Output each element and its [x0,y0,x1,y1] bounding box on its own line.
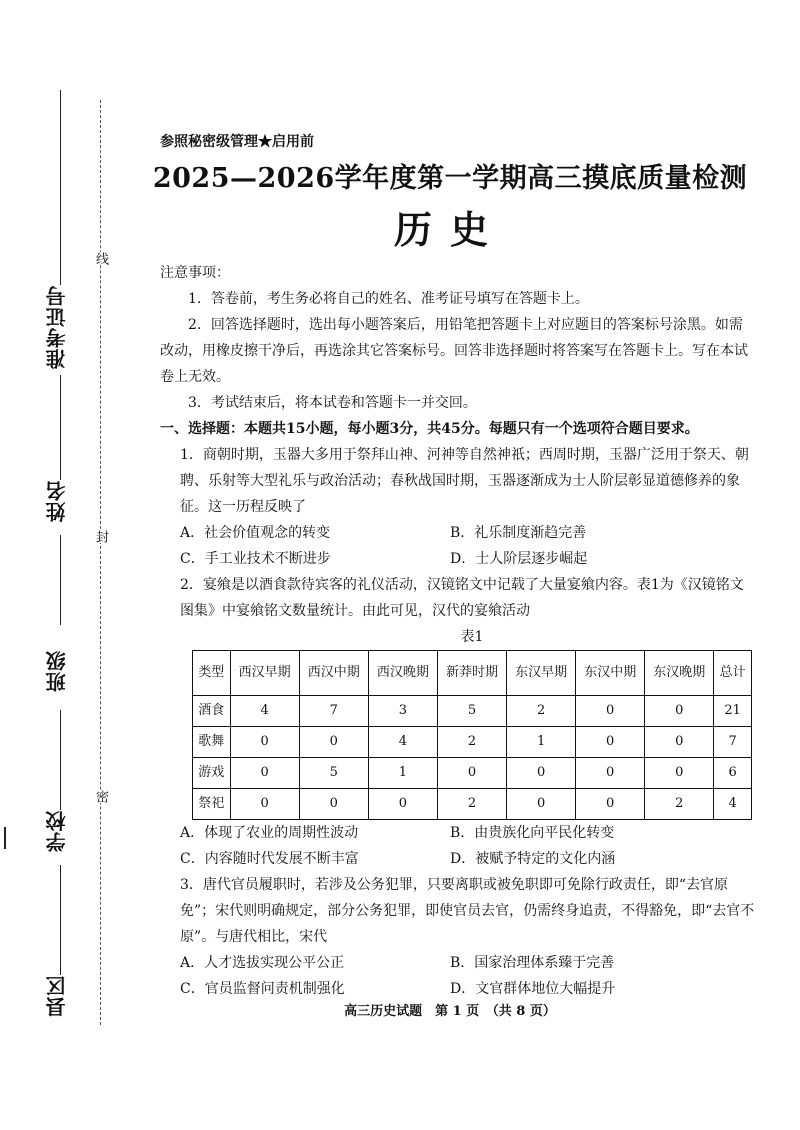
question-stem: 2．宴飨是以酒食款待宾客的礼仪活动，汉镜铭文中记载了大量宴飨内容。表1为《汉镜铭文图集》中宴飨铭文数量统计。由此可见，汉代的宴飨活动 [180,577,744,619]
options [180,520,756,572]
notice-item: 1．答卷前，考生务必将自己的姓名、准考证号填写在答题卡上。 [188,291,589,307]
table-cell: 0 [507,758,576,789]
binding-label-exam-number: 准考证号 [45,285,69,369]
header-cell: 西汉晚期 [368,651,437,696]
table-cell: 2 [507,696,576,727]
option-b: B．由贵族化向平民化转变 [450,825,615,841]
table-cell: 0 [576,727,645,758]
exam-content [160,260,756,1002]
table-cell: 0 [576,789,645,820]
secret-level: 参照秘密级管理★启用前 [160,134,314,150]
option-d: D．士人阶层逐步崛起 [450,551,588,567]
table-cell: 0 [645,696,714,727]
notice-item: 2．回答选择题时，选出每小题答案后，用铅笔把答题卡上对应题目的答案标号涂黑。如需改动，用橡皮擦干净后，再选涂其它答案标号。回答非选择题时将答案写在答题卡上。写在本试卷上无效。 [160,317,748,385]
options [160,820,756,872]
option-c: C．内容随时代发展不断丰富 [180,851,359,867]
table-row [193,758,752,789]
option-b: B．礼乐制度渐趋完善 [450,525,587,541]
table-row [193,727,752,758]
table-cell: 0 [645,727,714,758]
table-cell: 0 [645,758,714,789]
seal-mark-seal: 封 [90,530,110,543]
table-cell: 7 [714,727,752,758]
seal-mark-secret: 密 [90,790,110,803]
table-cell: 1 [368,758,437,789]
header-cell: 总计 [714,651,752,696]
header-cell: 东汉早期 [507,651,576,696]
header-cell: 新莽时期 [437,651,506,696]
table-cell: 酒食 [193,696,231,727]
option-b: B．国家治理体系臻于完善 [450,955,615,971]
header-cell: 西汉中期 [299,651,368,696]
option-d: D．文官群体地位大幅提升 [450,981,616,997]
table-cell: 5 [437,696,506,727]
exam-title: 2025—2026学年度第一学期高三摸底质量检测 [152,163,748,194]
table-cell: 2 [437,789,506,820]
table-cell: 7 [299,696,368,727]
seal-mark-line: 线 [90,252,110,265]
table-cell: 歌舞 [193,727,231,758]
table-cell: 祭祀 [193,789,231,820]
section-heading: 一、选择题：本题共15小题，每小题3分，共45分。每题只有一个选项符合题目要求。 [160,421,699,437]
table-header-row [193,651,752,696]
table-cell: 4 [230,696,299,727]
table-cell: 0 [230,789,299,820]
binding-label-class: 班级 [45,650,69,692]
table-cell: 2 [437,727,506,758]
table-row [193,789,752,820]
binding-label-school: 学校 [45,810,69,852]
table-caption: 表1 [460,629,484,645]
edge-mark [4,827,6,849]
option-a: A．人才选拔实现公平公正 [180,955,345,971]
question-3 [160,872,756,1002]
table-cell: 游戏 [193,758,231,789]
table-cell: 0 [299,727,368,758]
table-1 [192,650,752,820]
table-cell: 5 [299,758,368,789]
seal-dashed-line [100,100,101,1025]
header-cell: 西汉早期 [230,651,299,696]
table-cell: 0 [507,789,576,820]
binding-line [60,90,61,285]
notice-heading: 注意事项： [160,265,230,281]
table-cell: 1 [507,727,576,758]
table-cell: 0 [576,758,645,789]
binding-line [60,535,61,625]
page-footer: 高三历史试题 第 1 页 （共 8 页） [344,1004,556,1019]
header-cell: 类型 [193,651,231,696]
subject-title: 历史 [393,207,506,252]
option-c: C．官员监督问责机制强化 [180,981,345,997]
table-cell: 4 [368,727,437,758]
option-c: C．手工业技术不断进步 [180,551,331,567]
question-1 [160,442,756,572]
binding-line [60,865,61,975]
table-cell: 0 [230,727,299,758]
header-cell: 东汉中期 [576,651,645,696]
table-cell: 0 [230,758,299,789]
binding-line [60,375,61,480]
table-cell: 21 [714,696,752,727]
table-cell: 0 [437,758,506,789]
table-cell: 0 [368,789,437,820]
table-cell: 0 [576,696,645,727]
table-cell: 3 [368,696,437,727]
option-a: A．社会价值观念的转变 [180,525,331,541]
question-stem: 3．唐代官员履职时，若涉及公务犯罪，只要离职或被免职即可免除行政责任，即“去官原免”；宋代则明确规定，部分公务犯罪，即使官员去官，仍需终身追责，不得豁免，即“去官不原”。与唐代相比，宋代 [180,877,755,945]
table-cell: 6 [714,758,752,789]
notice-item: 3．考试结束后，将本试卷和答题卡一并交回。 [188,395,477,411]
options [180,950,756,1002]
header-cell: 东汉晚期 [645,651,714,696]
table-cell: 0 [299,789,368,820]
binding-label-name: 姓名 [45,480,69,522]
table-cell: 2 [645,789,714,820]
question-2 [160,572,756,624]
table-cell: 4 [714,789,752,820]
option-d: D．被赋予特定的文化内涵 [450,851,616,867]
option-a: A．体现了农业的周期性波动 [180,825,359,841]
table-row [193,696,752,727]
binding-label-county: 县区 [45,975,69,1017]
question-stem: 1．商朝时期，玉器大多用于祭拜山神、河神等自然神祇；西周时期，玉器广泛用于祭天、朝聘、乐射等大型礼乐与政治活动；春秋战国时期，玉器逐渐成为士人阶层彰显道德修养的象征。这一历程反映了 [180,447,749,515]
binding-line [60,710,61,810]
